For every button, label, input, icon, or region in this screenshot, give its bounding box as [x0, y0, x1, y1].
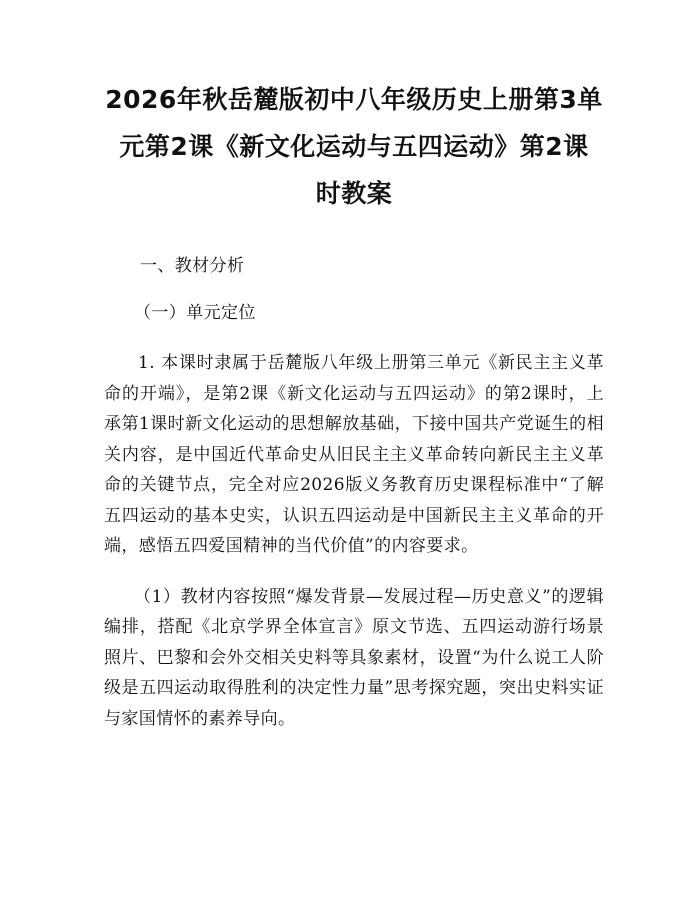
paragraph-unit-position: 1. 本课时隶属于岳麓版八年级上册第三单元《新民主主义革命的开端》，是第2课《新文化运动与五四运动》的第2课时，上承第1课时新文化运动的思想解放基础，下接中国共产党诞生的相关内容，是中国近代革命史从旧民主主义革命转向新民主主义革命的关键节点，完全对应2026版义务教育历史课程标准中“了解五四运动的基本史实，认识五四运动是中国新民主主义革命的开端，感悟五四爱国精神的当代价值”的内容要求。 — [104, 353, 604, 556]
section-heading-textbook-analysis: 一、教材分析 — [140, 256, 245, 276]
subsection-heading-unit-position: （一）单元定位 — [134, 302, 256, 323]
title-line-2: 元第2课《新文化运动与五四运动》第2课 — [119, 132, 589, 161]
paragraph-textbook-content: （1）教材内容按照“爆发背景—发展过程—历史意义”的逻辑编排，搭配《北京学界全体宣言》原文节选、五四运动游行场景照片、巴黎和会外交相关史料等具象素材，设置“为什么说工人阶级是五四运动取得胜利的决定性力量”思考探究题，突出史料实证与家国情怀的素养导向。 — [104, 586, 604, 729]
document-title — [104, 76, 604, 217]
title-line-3: 时教案 — [315, 179, 393, 208]
title-line-1: 2026年秋岳麓版初中八年级历史上册第3单 — [105, 85, 603, 114]
